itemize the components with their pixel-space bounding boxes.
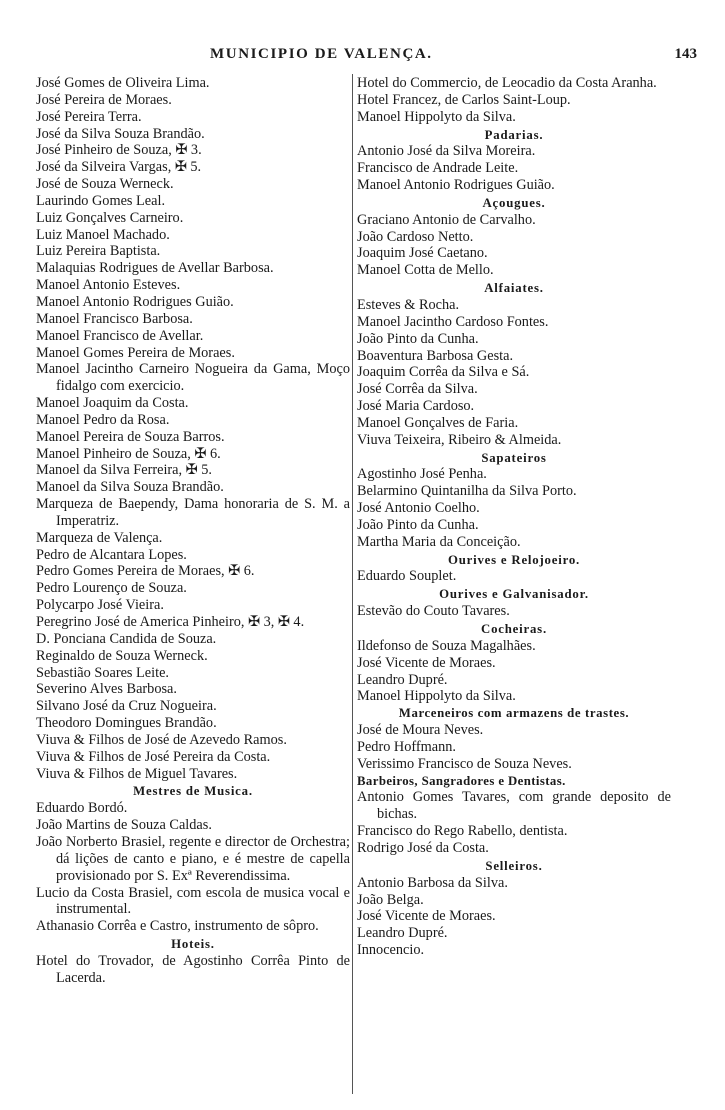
list-item: José de Moura Neves. bbox=[357, 722, 484, 739]
list-item: Manoel Pinheiro de Souza, ✠ 6. bbox=[36, 445, 221, 462]
list-item: Eduardo Souplet. bbox=[357, 568, 457, 585]
list-item: João Martins de Souza Caldas. bbox=[36, 817, 212, 834]
list-item: Lucio da Costa Brasiel, com escola de musica vocal e instrumental. bbox=[36, 884, 350, 918]
list-item: Joaquim José Caetano. bbox=[357, 245, 488, 262]
list-item: Manoel Jacintho Cardoso Fontes. bbox=[357, 313, 549, 330]
list-item: Luiz Manoel Machado. bbox=[36, 226, 170, 243]
list-item: Malaquias Rodrigues de Avellar Barbosa. bbox=[36, 260, 274, 277]
list-item: José de Souza Werneck. bbox=[36, 176, 174, 193]
list-item: José da Silveira Vargas, ✠ 5. bbox=[36, 159, 202, 176]
list-item: Athanasio Corrêa e Castro, instrumento de sôpro. bbox=[36, 918, 319, 935]
list-item: Manoel Antonio Rodrigues Guião. bbox=[357, 177, 555, 194]
list-item: Luiz Gonçalves Carneiro. bbox=[36, 209, 184, 226]
list-item: Francisco de Andrade Leite. bbox=[357, 160, 519, 177]
section-heading-marceneiros: Marceneiros com armazens de trastes. bbox=[398, 706, 630, 721]
list-item: Martha Maria da Conceição. bbox=[357, 533, 521, 550]
list-item: Manoel Pereira de Souza Barros. bbox=[36, 428, 225, 445]
list-item: Viuva & Filhos de José de Azevedo Ramos. bbox=[36, 731, 287, 748]
list-item: Pedro Hoffmann. bbox=[357, 738, 457, 755]
section-heading-alfaiates: Alfaiates. bbox=[484, 281, 544, 296]
list-item: Manoel Francisco Barbosa. bbox=[36, 310, 193, 327]
list-item: João Pinto da Cunha. bbox=[357, 330, 479, 347]
page-title: MUNICIPIO DE VALENÇA. bbox=[210, 46, 433, 62]
section-heading-padarias: Padarias. bbox=[484, 127, 544, 142]
right-column bbox=[357, 75, 671, 959]
list-item: Hotel do Trovador, de Agostinho Corrêa Pinto de Lacerda. bbox=[36, 952, 350, 986]
list-item: Hotel do Commercio, de Leocadio da Costa Aranha. bbox=[357, 75, 657, 91]
list-item: José Corrêa da Silva. bbox=[357, 381, 478, 398]
column-divider bbox=[352, 74, 353, 1094]
section-heading-sapateiros: Sapateiros bbox=[481, 450, 547, 465]
list-item: Marqueza de Baependy, Dama honoraria de S. M. a Imperatriz. bbox=[36, 496, 350, 529]
list-item: José Pinheiro de Souza, ✠ 3. bbox=[36, 142, 202, 159]
list-item: D. Ponciana Candida de Souza. bbox=[36, 630, 217, 647]
list-item: Eduardo Bordó. bbox=[36, 800, 128, 817]
list-item: Theodoro Domingues Brandão. bbox=[36, 715, 217, 732]
list-item: Innocencio. bbox=[357, 942, 425, 959]
list-item: João Pinto da Cunha. bbox=[357, 516, 479, 533]
list-item: Manoel Gomes Pereira de Moraes. bbox=[36, 344, 235, 361]
list-item: Esteves & Rocha. bbox=[357, 296, 460, 313]
list-item: Antonio Barbosa da Silva. bbox=[357, 874, 508, 891]
list-item: Pedro Gomes Pereira de Moraes, ✠ 6. bbox=[36, 563, 255, 580]
section-heading-ourives-relojoeiro: Ourives e Relojoeiro. bbox=[447, 552, 581, 567]
list-item: Marqueza de Valença. bbox=[36, 529, 163, 546]
list-item: Francisco do Rego Rabello, dentista. bbox=[357, 823, 568, 840]
running-head bbox=[0, 44, 725, 70]
left-column bbox=[36, 75, 350, 987]
page-number: 143 bbox=[674, 46, 697, 62]
section-heading-cocheiras: Cocheiras. bbox=[481, 622, 547, 636]
list-item: João Cardoso Netto. bbox=[357, 228, 474, 245]
list-item: Reginaldo de Souza Werneck. bbox=[36, 647, 208, 664]
list-item: Pedro Lourenço de Souza. bbox=[36, 580, 187, 597]
list-item: Manoel da Silva Souza Brandão. bbox=[36, 479, 224, 496]
list-item: José Pereira de Moraes. bbox=[36, 91, 172, 108]
section-heading-musica: Mestres de Musica. bbox=[133, 784, 253, 799]
list-item: Manoel Hippolyto da Silva. bbox=[357, 108, 516, 125]
list-item: Sebastião Soares Leite. bbox=[36, 664, 170, 681]
list-item: Manoel Hippolyto da Silva. bbox=[357, 688, 516, 705]
section-heading-ourives-galvanisador: Ourives e Galvanisador. bbox=[439, 587, 589, 602]
list-item: João Belga. bbox=[357, 891, 424, 908]
list-item: Manoel Cotta de Mello. bbox=[357, 262, 494, 279]
list-item: Polycarpo José Vieira. bbox=[36, 597, 164, 614]
list-item: Joaquim Corrêa da Silva e Sá. bbox=[357, 364, 530, 381]
list-item: Manoel Pedro da Rosa. bbox=[36, 411, 170, 428]
list-item: José Pereira Terra. bbox=[36, 108, 142, 125]
list-item: João Norberto Brasiel, regente e director de Orchestra; dá lições de canto e piano, e é mestre de capella provisionado por S. Exª Reverendissima. bbox=[36, 833, 350, 884]
section-heading-selleiros: Selleiros. bbox=[485, 858, 543, 873]
list-item: Severino Alves Barbosa. bbox=[36, 681, 177, 698]
list-item: Pedro de Alcantara Lopes. bbox=[36, 546, 187, 563]
list-item: Silvano José da Cruz Nogueira. bbox=[36, 698, 217, 715]
list-item: José da Silva Souza Brandão. bbox=[36, 125, 205, 142]
list-item: Viuva & Filhos de Miguel Tavares. bbox=[36, 765, 238, 782]
list-item: Viuva & Filhos de José Pereira da Costa. bbox=[36, 748, 271, 765]
list-item: Ildefonso de Souza Magalhães. bbox=[357, 637, 536, 654]
list-item: José Maria Cardoso. bbox=[357, 398, 475, 415]
list-item: Antonio Gomes Tavares, com grande deposito de bichas. bbox=[357, 789, 671, 823]
list-item: Verissimo Francisco de Souza Neves. bbox=[357, 755, 572, 772]
list-item: Rodrigo José da Costa. bbox=[357, 839, 489, 856]
list-item: Manoel Joaquim da Costa. bbox=[36, 395, 189, 412]
list-item: Viuva Teixeira, Ribeiro & Almeida. bbox=[357, 431, 562, 448]
list-item: Manoel da Silva Ferreira, ✠ 5. bbox=[36, 462, 212, 479]
list-item: Belarmino Quintanilha da Silva Porto. bbox=[357, 483, 577, 500]
list-item: Peregrino José de America Pinheiro, ✠ 3, ✠ 4. bbox=[36, 614, 305, 630]
list-item: Manoel Antonio Rodrigues Guião. bbox=[36, 293, 234, 310]
list-item: Manoel Gonçalves de Faria. bbox=[357, 414, 519, 431]
list-item: Antonio José da Silva Moreira. bbox=[357, 143, 536, 160]
list-item: Leandro Dupré. bbox=[357, 925, 448, 942]
list-item: José Vicente de Moraes. bbox=[357, 654, 496, 671]
list-item: Leandro Dupré. bbox=[357, 671, 448, 688]
section-heading-hoteis: Hoteis. bbox=[171, 937, 215, 952]
list-item: Laurindo Gomes Leal. bbox=[36, 192, 166, 209]
list-item: José Vicente de Moraes. bbox=[357, 908, 496, 925]
section-heading-acougues: Açougues. bbox=[482, 195, 546, 210]
list-item: Boaventura Barbosa Gesta. bbox=[357, 347, 514, 364]
list-item: Manoel Jacintho Carneiro Nogueira da Gama, Moço fidalgo com exercicio. bbox=[36, 361, 350, 395]
list-item: Manoel Antonio Esteves. bbox=[36, 277, 181, 294]
list-item: Luiz Pereira Baptista. bbox=[36, 243, 161, 260]
list-item: Agostinho José Penha. bbox=[357, 466, 487, 483]
list-item: Hotel Francez, de Carlos Saint-Loup. bbox=[357, 91, 571, 108]
list-item: José Gomes de Oliveira Lima. bbox=[36, 75, 210, 91]
section-heading-barbeiros: Barbeiros, Sangradores e Dentistas. bbox=[357, 773, 566, 788]
list-item: Graciano Antonio de Carvalho. bbox=[357, 211, 536, 228]
list-item: Manoel Francisco de Avellar. bbox=[36, 327, 204, 344]
list-item: Estevão do Couto Tavares. bbox=[357, 603, 510, 620]
list-item: José Antonio Coelho. bbox=[357, 500, 480, 517]
